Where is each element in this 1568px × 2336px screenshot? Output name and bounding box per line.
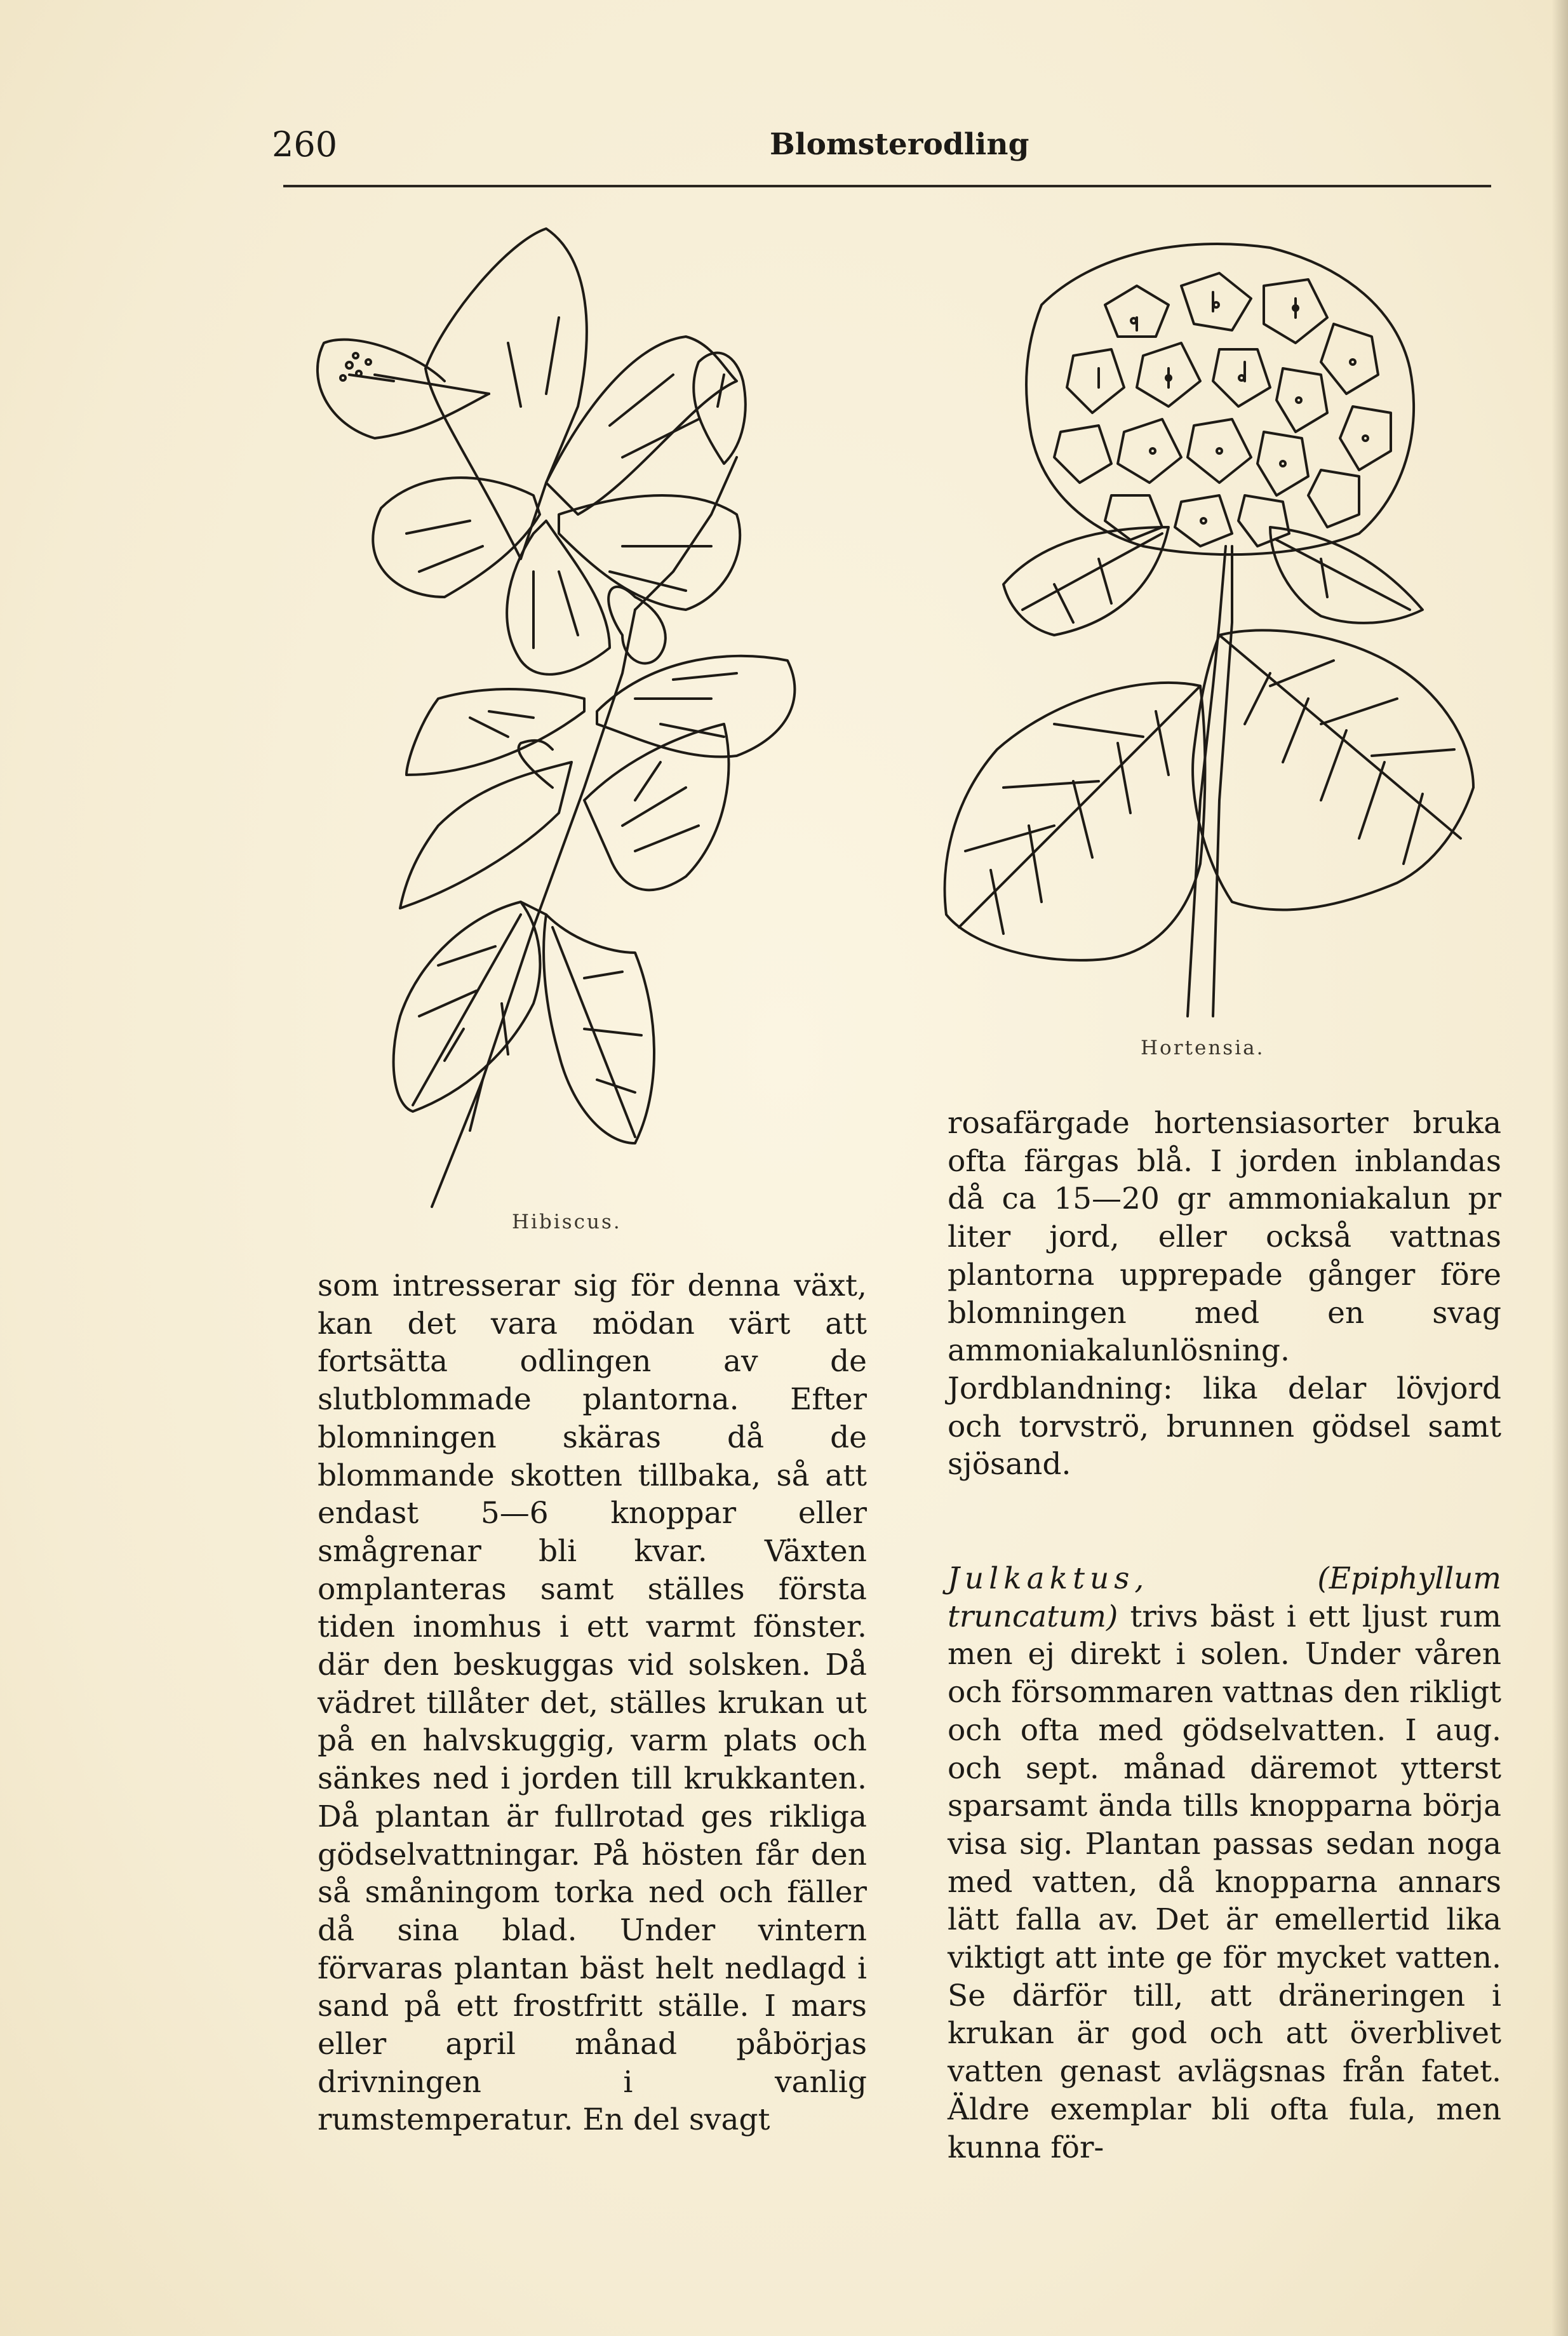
latin-name: (Epiphyllum truncatum) <box>948 1561 1501 1634</box>
right-column-paragraph-2 <box>948 1560 1501 2166</box>
right-text-column <box>948 1104 1501 2166</box>
hibiscus-illustration <box>279 216 851 1219</box>
paragraph-gap <box>948 1484 1501 1560</box>
page-edge-shadow <box>1551 0 1568 2336</box>
left-text-column <box>318 1267 867 2139</box>
julkaktus-text: trivs bäst i ett ljust rum men ej direkt i solen. Under våren och försommaren vattnas den rikligt och ofta med gödselvatten. I aug. och sept. månad däremot ytterst sparsamt ända tills knopparna börja visa sig. Plantan passas sedan noga med vatten, då knopparna annars lätt falla av. Det är emellertid lika viktigt att inte ge för mycket vatten. Se därför till, att dräneringen i krukan är god och att överblivet vatten genast avlägsnas från fatet. Äldre exemplar bli ofta fula, men kunna för- <box>948 1599 1501 2165</box>
hortensia-illustration <box>915 229 1505 1023</box>
julkaktus-heading: Julkaktus, <box>948 1561 1149 1597</box>
right-column-paragraph-1: rosafärgade hortensiasorter bruka ofta färgas blå. I jorden inblandas då ca 15—20 gr ammoniakalun pr liter jord, eller också vattnas plantorna upprepade gånger före blomningen med en svag ammoniakalunlösning. Jordblandning: lika delar lövjord och torvströ, brunnen gödsel samt sjösand. <box>948 1106 1501 1482</box>
running-head-title: Blomsterodling <box>770 127 1029 162</box>
hortensia-caption: Hortensia. <box>1141 1037 1265 1059</box>
header-rule <box>283 185 1491 187</box>
left-column-paragraph: som intresserar sig för denna växt, kan det vara mödan värt att fortsätta odlingen av de slutblommade plantorna. Efter blomningen skäras då de blommande skotten tillbaka, så att endast 5—6 knoppar eller smågrenar bli kvar. Växten omplanteras samt ställes första tiden inomhus i ett varmt fönster. där den beskuggas vid solsken. Då vädret tillåter det, ställes krukan ut på en halvskuggig, varm plats och sänkes ned i jorden till krukkanten. Då plantan är fullrotad ges rikliga gödselvattningar. På hösten får den så småningom torka ned och fäller då sina blad. Under vintern förvaras plantan bäst helt nedlagd i sand på ett frostfritt ställe. I mars eller april månad påbörjas drivningen i vanlig rumstemperatur. En del svagt <box>318 1268 867 2138</box>
page-number: 260 <box>272 124 338 164</box>
hibiscus-caption: Hibiscus. <box>512 1211 622 1233</box>
